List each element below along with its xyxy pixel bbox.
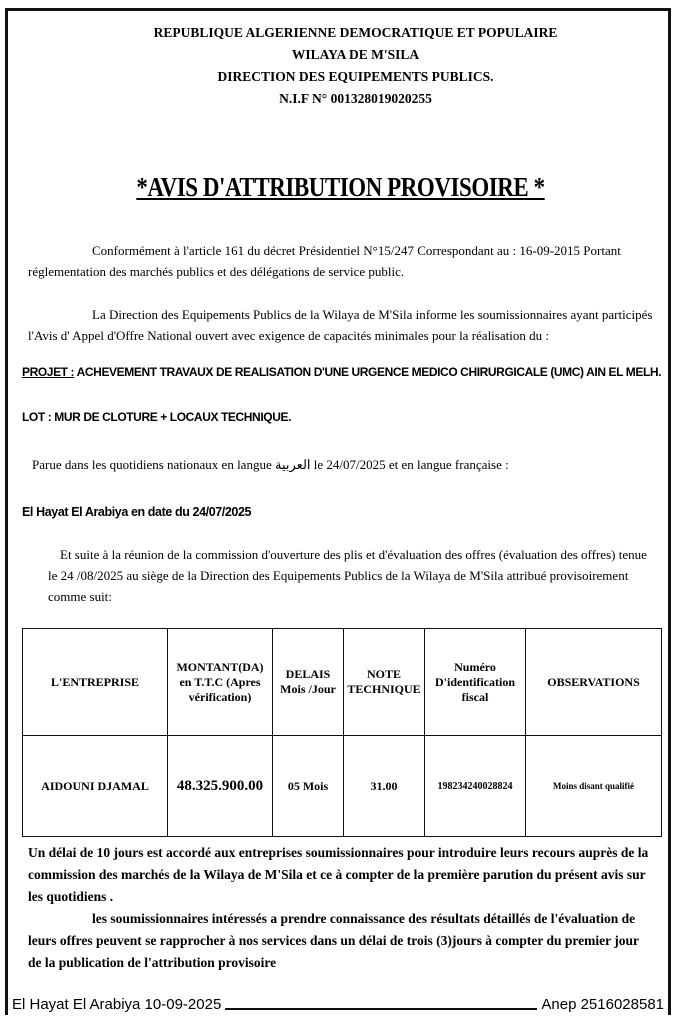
project-label: PROJET : — [22, 365, 75, 379]
table-header-row — [23, 629, 662, 736]
letterhead-line: REPUBLIQUE ALGERIENNE DEMOCRATIQUE ET POPULAIRE — [153, 25, 558, 40]
footer-reference: Anep 2516028581 — [541, 996, 664, 1013]
col-header: L'ENTREPRISE — [23, 629, 168, 736]
legal-reference: Conformément à l'article 161 du décret Présidentiel N°15/247 Correspondant au : 16-09-2015 Portant réglementation des marchés publics et des délégations de service public. — [28, 243, 621, 279]
page-title: *AVIS D'ATTRIBUTION PROVISOIRE * — [136, 172, 545, 202]
cell-score: 31.00 — [344, 736, 425, 837]
letterhead-line: N.I.F N° 001328019020255 — [279, 91, 432, 106]
project-line — [22, 362, 672, 383]
col-header: NOTE TECHNIQUE — [344, 629, 425, 736]
table-row — [23, 736, 662, 837]
consultation-notice: les soumissionnaires intéressés a prendre connaissance des résultats détaillés de l'évaluation de leurs offres peuvent se rapprocher à nos services dans un délai de trois (3)jours à compter du premier jour de la publication de l'attribution provisoire — [28, 911, 639, 970]
footer — [12, 996, 664, 1013]
attribution-table — [22, 628, 662, 837]
col-header: MONTANT(DA) en T.T.C (Apres vérification) — [168, 629, 273, 736]
appeal-notice: Un délai de 10 jours est accordé aux entreprises soumissionnaires pour introduire leurs recours auprès de la commission des marchés de la Wilaya de M'Sila et ce à compter de la première parution du présent avis sur les quotidiens . — [28, 845, 649, 904]
cell-observation: Moins disant qualifié — [526, 736, 662, 837]
col-header: DELAIS Mois /Jour — [273, 629, 344, 736]
cell-company: AIDOUNI DJAMAL — [23, 736, 168, 837]
lot-line: LOT : MUR DE CLOTURE + LOCAUX TECHNIQUE. — [22, 410, 292, 424]
cell-amount: 48.325.900.00 — [168, 736, 273, 837]
commission-paragraph: Et suite à la réunion de la commission d'ouverture des plis et d'évaluation des offres (évaluation des offres) tenue le 24 /08/2025 au siège de la Direction des Equipements Publics de la Wilaya de M'Sila attribué provisoirement comme suit: — [48, 547, 647, 604]
project-name: ACHEVEMENT TRAVAUX DE REALISATION D'UNE URGENCE MEDICO CHIRURGICALE (UMC) AIN EL MELH. — [74, 365, 662, 379]
letterhead — [0, 22, 681, 110]
letterhead-line: DIRECTION DES EQUIPEMENTS PUBLICS. — [217, 69, 494, 84]
letterhead-line: WILAYA DE M'SILA — [291, 47, 420, 62]
footer-divider — [225, 1008, 537, 1010]
publication-line: Parue dans les quotidiens nationaux en langue العربية le 24/07/2025 et en langue française : — [32, 457, 509, 472]
cell-tax-id: 198234240028824 — [425, 736, 526, 837]
footer-publication: El Hayat El Arabiya 10-09-2025 — [12, 996, 222, 1013]
intro-paragraph: La Direction des Equipements Publics de la Wilaya de M'Sila informe les soumissionnaires ayant participés l'Avis d' Appel d'Offre National ouvert avec exigence de capacités minimales pour la réalisation du : — [28, 307, 653, 343]
cell-delay: 05 Mois — [273, 736, 344, 837]
col-header: OBSERVATIONS — [526, 629, 662, 736]
col-header: Numéro D'identification fiscal — [425, 629, 526, 736]
journal-line: El Hayat El Arabiya en date du 24/07/2025 — [22, 505, 252, 519]
